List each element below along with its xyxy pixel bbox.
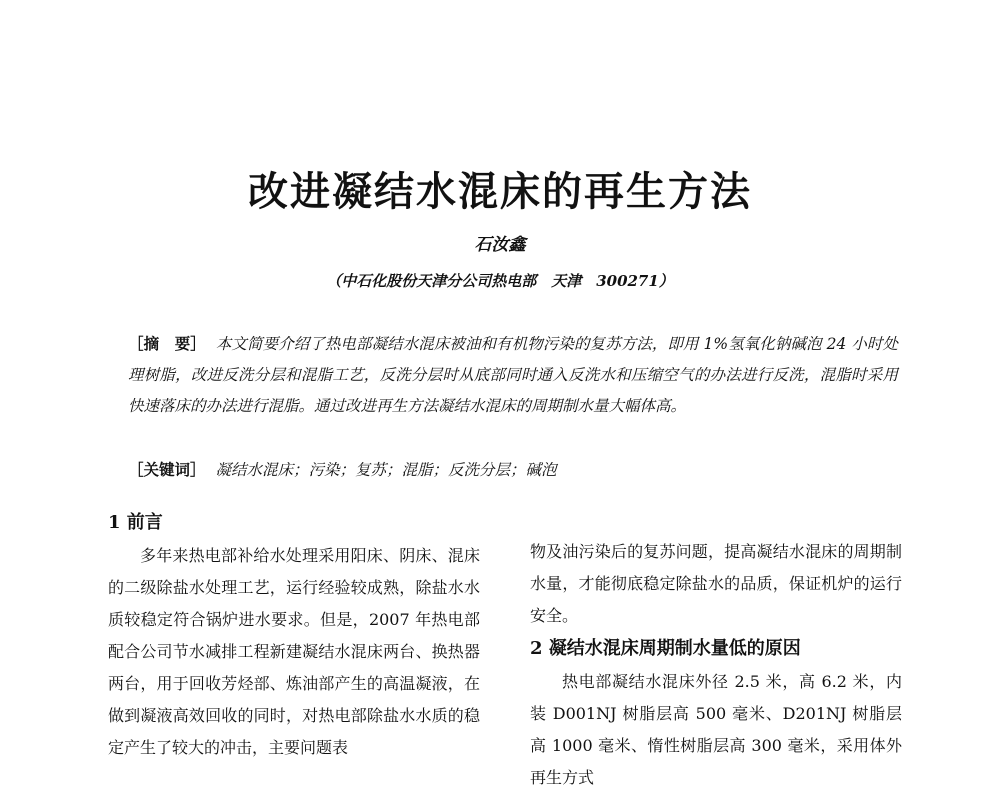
section-2-paragraph: 热电部凝结水混床外径 2.5 米，高 6.2 米，内装 D001NJ 树脂层高 500 毫米、D201NJ 树脂层高 1000 毫米、惰性树脂层高 300 毫米，采用体外再生方式 [530,672,902,787]
left-column [108,506,480,764]
paper-title: 改进凝结水混床的再生方法 [248,168,752,215]
section-1-paragraph-continued: 物及油污染后的复苏问题，提高凝结水混床的周期制水量，才能彻底稳定除盐水的品质，保证机炉的运行安全。 [530,542,902,625]
right-column [530,536,902,794]
abstract-text: 本文简要介绍了热电部凝结水混床被油和有机物污染的复苏方法，即用 1%氢氧化钠碱泡 24 小时处理树脂，改进反洗分层和混脂工艺，反洗分层时从底部同时通入反洗水和压缩空气的办法进行反洗，混脂时采用快速落床的办法进行混脂。通过改进再生方法凝结水混床的周期制水量大幅体高。 [128,335,898,415]
keywords [128,454,898,486]
author-affiliation: （中石化股份天津分公司热电部 天津 300271） [326,272,674,290]
author-name: 石汝鑫 [474,235,526,255]
keywords-label: ［关键词］ [128,460,206,479]
section-1-paragraph: 多年来热电部补给水处理采用阳床、阴床、混床的二级除盐水处理工艺，运行经验较成熟，除盐水水质较稳定符合锅炉进水要求。但是，2007 年热电部配合公司节水减排工程新建凝结水混床两台、换热器两台，用于回收芳烃部、炼油部产生的高温凝液，在做到凝液高效回收的同时，对热电部除盐水水质的稳定产生了较大的冲击，主要问题表 [108,546,480,757]
section-1-heading: 1 前言 [108,512,163,533]
abstract-label: ［摘 要］ [128,334,206,353]
abstract [128,328,898,422]
keywords-text: 凝结水混床；污染；复苏；混脂；反洗分层；碱泡 [215,461,557,479]
section-2-heading: 2 凝结水混床周期制水量低的原因 [530,638,801,659]
